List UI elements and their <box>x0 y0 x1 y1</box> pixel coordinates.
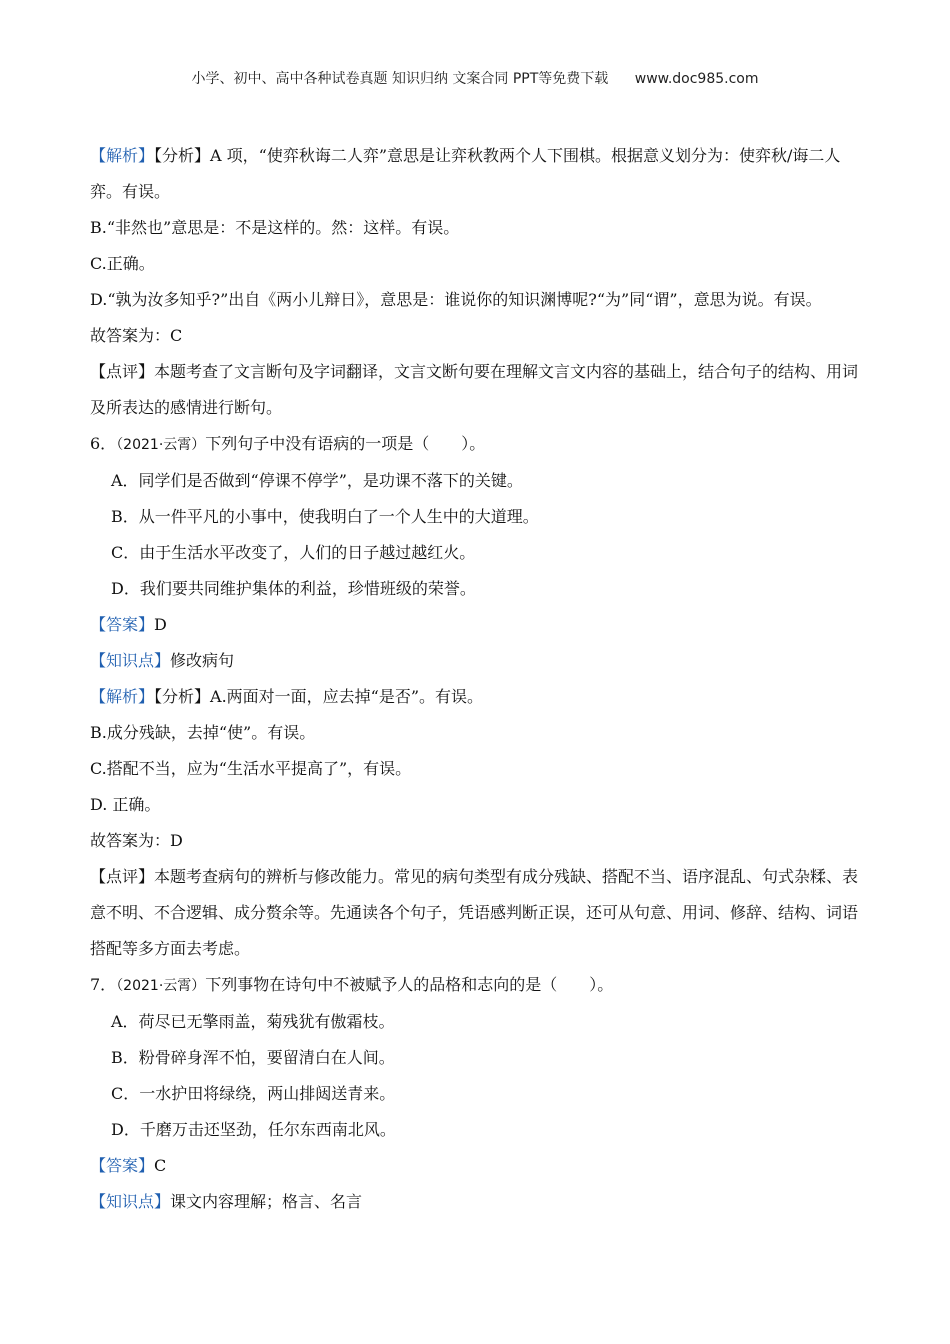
q5-final-answer: 故答案为：C <box>90 326 183 345</box>
q5-comment: 【点评】本题考查了文言断句及字词翻译，文言文断句要在理解文言文内容的基础上，结合句子的结构、用词及所表达的感情进行断句。 <box>90 362 859 417</box>
q5-option-c-note: C.正确。 <box>90 254 155 273</box>
q7-knowledge-point <box>90 1184 865 1220</box>
q6-comment: 【点评】本题考查病句的辨析与修改能力。常见的病句类型有成分残缺、搭配不当、语序混乱、句式杂糅、表意不明、不合逻辑、成分赘余等。先通读各个句子，凭语感判断正误，还可从句意、用词、修辞、结构、词语搭配等多方面去考虑。 <box>90 867 859 958</box>
question-stem: 下列句子中没有语病的一项是（ ）。 <box>205 434 486 453</box>
q7-option-d: D．千磨万击还坚劲，任尔东西南北风。 <box>111 1120 396 1139</box>
answer-tag: 【答案】 <box>90 615 155 634</box>
analysis-tag: 【解析】 <box>90 146 155 165</box>
question-number: 6． <box>90 434 117 453</box>
knowledge-value: 课文内容理解；格言、名言 <box>170 1192 363 1211</box>
q6-analysis <box>90 679 865 715</box>
knowledge-tag: 【知识点】 <box>90 1192 171 1211</box>
header-text: 小学、初中、高中各种试卷真题 知识归纳 文案合同 PPT等免费下载 <box>191 71 609 87</box>
q6-option-c: C．由于生活水平改变了，人们的日子越过越红火。 <box>111 543 476 562</box>
question-source: （2021·云霄） <box>116 978 206 994</box>
analysis-text: 【分析】A 项，“使弈秋诲二人弈”意思是让弈秋教两个人下围棋。根据意义划分为：使弈秋/诲二人弈。有误。 <box>90 146 841 201</box>
answer-value: C <box>154 1156 167 1175</box>
q6-answer <box>90 607 865 643</box>
q6-option-d: D．我们要共同维护集体的利益，珍惜班级的荣誉。 <box>111 579 476 598</box>
page-header <box>0 68 950 88</box>
question-7 <box>90 967 865 1004</box>
q5-option-b-note: B.“非然也”意思是：不是这样的。然：这样。有误。 <box>90 218 460 237</box>
q6-option-d-note: D. 正确。 <box>90 795 161 814</box>
q6-option-a: A．同学们是否做到“停课不停学”，是功课不落下的关键。 <box>111 471 523 490</box>
question-source: （2021·云霄） <box>116 437 206 453</box>
q5-analysis <box>90 138 865 210</box>
question-number: 7． <box>90 975 117 994</box>
q7-option-b: B．粉骨碎身浑不怕，要留清白在人间。 <box>111 1048 395 1067</box>
q6-option-b: B．从一件平凡的小事中，使我明白了一个人生中的大道理。 <box>111 507 539 526</box>
q7-answer <box>90 1148 865 1184</box>
q5-option-d-note: D.“孰为汝多知乎?”出自《两小儿辩日》，意思是：谁说你的知识渊博呢?“为”同“谓”，意思为说。有误。 <box>90 290 822 309</box>
q7-option-a: A．荷尽已无擎雨盖，菊残犹有傲霜枝。 <box>111 1012 395 1031</box>
analysis-text: 【分析】A.两面对一面，应去掉“是否”。有误。 <box>154 687 484 706</box>
analysis-tag: 【解析】 <box>90 687 155 706</box>
q6-final-answer: 故答案为：D <box>90 831 183 850</box>
q7-option-c: C．一水护田将绿绕，两山排闼送青来。 <box>111 1084 396 1103</box>
document-body <box>90 138 865 1220</box>
q6-knowledge-point <box>90 643 865 679</box>
q6-option-b-note: B.成分残缺，去掉“使”。有误。 <box>90 723 316 742</box>
question-6 <box>90 426 865 463</box>
knowledge-tag: 【知识点】 <box>90 651 171 670</box>
answer-value: D <box>154 615 167 634</box>
header-site: www.doc985.com <box>634 71 759 87</box>
knowledge-value: 修改病句 <box>170 651 235 670</box>
answer-tag: 【答案】 <box>90 1156 155 1175</box>
q6-option-c-note: C.搭配不当，应为“生活水平提高了”，有误。 <box>90 759 412 778</box>
question-stem: 下列事物在诗句中不被赋予人的品格和志向的是（ ）。 <box>205 975 614 994</box>
